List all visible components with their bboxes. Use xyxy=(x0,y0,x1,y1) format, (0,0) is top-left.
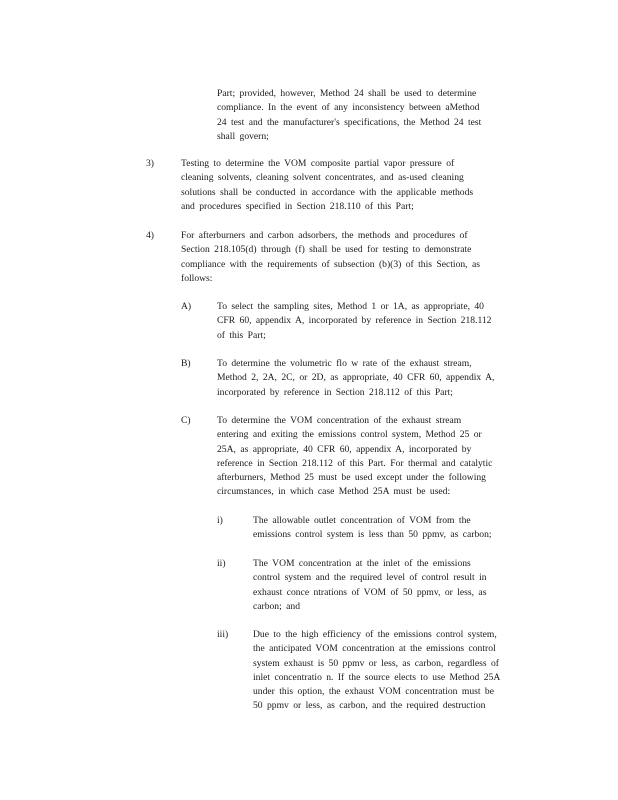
text-line: CFR 60, appendix A, incorporated by reference in Section 218.112 xyxy=(217,315,492,327)
text-line: exhaust conce ntrations of VOM of 50 ppmv, or less, as xyxy=(253,586,487,598)
list-marker-3: 3) xyxy=(146,158,154,169)
list-marker-4Ciii: iii) xyxy=(217,629,229,640)
text-line: reference in Section 218.112 of this Part. For thermal and catalytic xyxy=(217,457,493,469)
text-line: Testing to determine the VOM composite partial vapor pressure of xyxy=(181,158,455,169)
text-line: 50 ppmv or less, as carbon, and the required destruction xyxy=(253,700,486,712)
text-line: cleaning solvents, cleaning solvent concentrates, and as-used cleaning xyxy=(181,172,464,184)
list-marker-4: 4) xyxy=(146,230,154,241)
text-line: Method 2, 2A, 2C, or 2D, as appropriate, 40 CFR 60, appendix A, xyxy=(217,372,495,384)
text-line: the anticipated VOM concentration at the emissions control xyxy=(253,643,496,655)
text-line: Due to the high efficiency of the emissions control system, xyxy=(253,629,497,640)
text-line: The VOM concentration at the inlet of the emissions xyxy=(253,558,471,569)
text-line: The allowable outlet concentration of VOM from the xyxy=(253,515,471,526)
text-line: inlet concentratio n. If the source elects to use Method 25A xyxy=(253,671,501,683)
text-line: compliance. In the event of any inconsistency between aMethod xyxy=(217,102,480,114)
text-line: afterburners, Method 25 must be used except under the following xyxy=(217,472,486,484)
paragraph-item-3 xyxy=(181,157,473,214)
text-line: To determine the VOM concentration of the exhaust stream xyxy=(217,415,462,426)
text-line: under this option, the exhaust VOM concentration must be xyxy=(253,686,494,698)
text-line: and procedures specified in Section 218.110 of this Part; xyxy=(181,200,414,212)
paragraph-item-4 xyxy=(181,229,480,286)
paragraph-item-4A xyxy=(217,300,491,343)
text-line: To determine the volumetric flo w rate of the exhaust stream, xyxy=(217,358,472,369)
text-line: 24 test and the manufacturer's specifications, the Method 24 test xyxy=(217,116,482,128)
text-line: system exhaust is 50 ppmv or less, as carbon, regardless of xyxy=(253,657,499,669)
text-line: compliance with the requirements of subsection (b)(3) of this Section, as xyxy=(181,258,480,270)
text-line: control system and the required level of control result in xyxy=(253,572,487,584)
text-line: 25A, as appropriate, 40 CFR 60, appendix A, incorporated by xyxy=(217,443,472,455)
text-line: incorporated by reference in Section 218.112 of this Part; xyxy=(217,386,453,398)
text-line: emissions control system is less than 50 ppmv, as carbon; xyxy=(253,529,492,541)
text-line: Part; provided, however, Method 24 shall be used to determine xyxy=(217,88,477,99)
list-marker-4Ci: i) xyxy=(217,515,223,526)
paragraph-item-4B xyxy=(217,357,494,400)
text-line: of this Part; xyxy=(217,329,266,341)
continuation-paragraph xyxy=(217,87,481,144)
text-line: carbon; and xyxy=(253,600,301,612)
paragraph-item-4C xyxy=(217,414,492,500)
list-marker-4B: B) xyxy=(181,358,191,369)
text-line: circumstances, in which case Method 25A must be used: xyxy=(217,486,451,498)
text-line: To select the sampling sites, Method 1 or 1A, as appropriate, 40 xyxy=(217,301,484,312)
text-line: follows: xyxy=(181,272,213,284)
text-line: For afterburners and carbon adsorbers, the methods and procedures of xyxy=(181,230,468,241)
paragraph-item-4Cii xyxy=(253,557,487,614)
list-marker-4Cii: ii) xyxy=(217,558,226,569)
list-marker-4A: A) xyxy=(181,301,192,312)
paragraph-item-4Ciii xyxy=(253,628,500,714)
list-marker-4C: C) xyxy=(181,415,191,426)
text-line: entering and exiting the emissions control system, Method 25 or xyxy=(217,429,482,441)
text-line: shall govern; xyxy=(217,130,269,142)
text-line: solutions shall be conducted in accordance with the applicable methods xyxy=(181,186,474,198)
text-line: Section 218.105(d) through (f) shall be used for testing to demonstrate xyxy=(181,244,472,256)
paragraph-item-4Ci xyxy=(253,514,492,543)
